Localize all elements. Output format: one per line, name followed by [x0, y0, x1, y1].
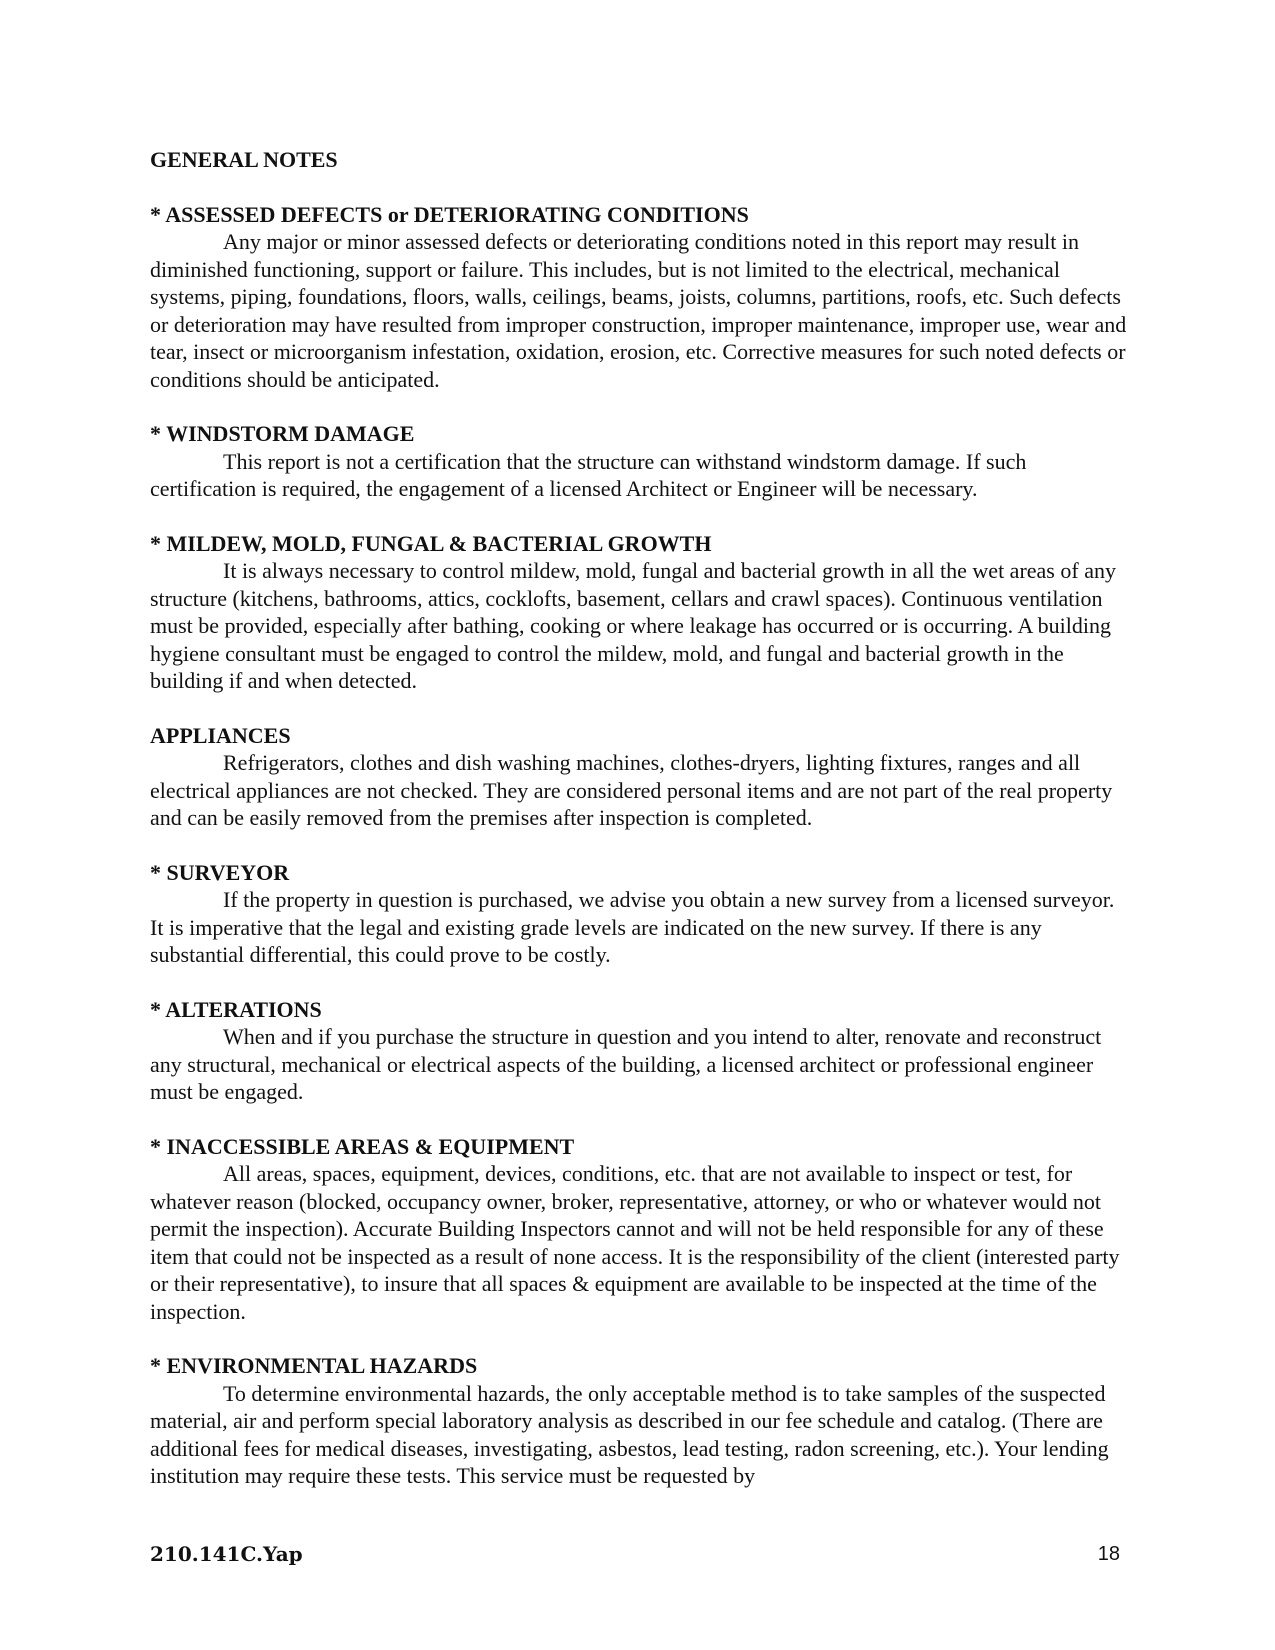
section-body: When and if you purchase the structure in question and you intend to alter, renovate and reconstruct any structural, mechanical or electrical aspects of the building, a licensed architect or professional engineer must be engaged. [150, 1024, 1102, 1104]
section-alterations [150, 996, 1130, 1106]
section-appliances [150, 722, 1130, 832]
section-environmental-hazards [150, 1352, 1130, 1490]
section-heading: * SURVEYOR [150, 859, 290, 885]
section-heading: * ENVIRONMENTAL HAZARDS [150, 1353, 478, 1378]
section-assessed-defects [150, 201, 1130, 394]
document-title: GENERAL NOTES [150, 147, 338, 172]
section-heading: * ASSESSED DEFECTS or DETERIORATING CONDITIONS [150, 201, 749, 227]
section-heading: * MILDEW, MOLD, FUNGAL & BACTERIAL GROWTH [150, 530, 712, 556]
section-body: This report is not a certification that the structure can withstand windstorm damage. If such certification is required, the engagement of a licensed Architect or Engineer will be necessary. [150, 448, 1027, 501]
section-mildew-mold [150, 530, 1130, 695]
section-windstorm-damage [150, 420, 1130, 503]
section-body: To determine environmental hazards, the only acceptable method is to take samples of the suspected material, air and perform special laboratory analysis as described in our fee schedule and catalog. (There are additional fees for medical diseases, investigating, asbestos, lead testing, radon screening, etc.). Your lending institution may require these tests. This service must be requested by [150, 1380, 1109, 1488]
section-body: Refrigerators, clothes and dish washing machines, clothes-dryers, lighting fixtures, ranges and all electrical appliances are not checked. They are considered personal items and are not part of the real property and can be easily removed from the premises after inspection is completed. [150, 750, 1113, 830]
page-number: 18 [1097, 1543, 1120, 1565]
document-reference: 210.141C.Yap [150, 1542, 303, 1566]
section-body: Any major or minor assessed defects or deteriorating conditions noted in this report may result in diminished functioning, support or failure. This includes, but is not limited to the electrical, mechanical systems, piping, foundations, floors, walls, ceilings, beams, joists, columns, partitions, roofs, etc. Such defects or deterioration may have resulted from improper construction, improper maintenance, improper use, wear and tear, insect or microorganism infestation, oxidation, erosion, etc. Corrective measures for such noted defects or conditions should be anticipated. [150, 229, 1127, 392]
page-content [150, 146, 1130, 1517]
section-surveyor [150, 859, 1130, 969]
section-inaccessible-areas [150, 1133, 1130, 1326]
section-body: All areas, spaces, equipment, devices, conditions, etc. that are not available to inspect or test, for whatever reason (blocked, occupancy owner, broker, representative, attorney, or who or whatever would not permit the inspection). Accurate Building Inspectors cannot and will not be held responsible for any of these item that could not be inspected as a result of none access. It is the responsibility of the client (interested party or their representative), to insure that all spaces & equipment are available to be inspected at the time of the inspection. [150, 1161, 1120, 1324]
section-heading: * ALTERATIONS [150, 996, 322, 1022]
section-heading: APPLIANCES [150, 722, 291, 748]
section-heading: * INACCESSIBLE AREAS & EQUIPMENT [150, 1133, 575, 1159]
page-footer [150, 1540, 1120, 1568]
section-heading: * WINDSTORM DAMAGE [150, 421, 415, 446]
section-body: If the property in question is purchased, we advise you obtain a new survey from a licensed surveyor. It is imperative that the legal and existing grade levels are indicated on the new survey. If there is any substantial differential, this could prove to be costly. [150, 887, 1115, 967]
section-body: It is always necessary to control mildew, mold, fungal and bacterial growth in all the wet areas of any structure (kitchens, bathrooms, attics, cocklofts, basement, cellars and crawl spaces). Continuous ventilation must be provided, especially after bathing, cooking or where leakage has occurred or is occurring. A building hygiene consultant must be engaged to control the mildew, mold, and fungal and bacterial growth in the building if and when detected. [150, 558, 1116, 693]
